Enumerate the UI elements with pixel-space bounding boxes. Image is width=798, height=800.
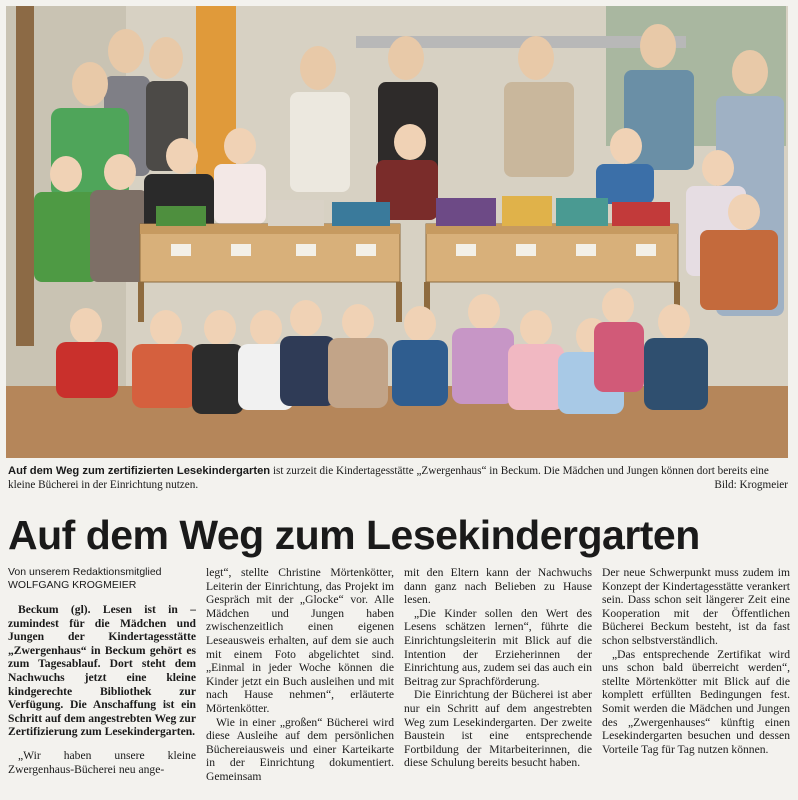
- group-photo: [6, 6, 788, 458]
- paragraph: legt“, stellte Christine Mörtenkötter, Leiterin der Einrichtung, das Projekt im Gespräch mit der „Glocke“ vor. Alle Mädchen und Jungen haben zwischenzeitlich einen eigenen Leseausweis erhalten, auf dem sie auch mit einem Foto abgelichtet sind. „Einmal in jeder Woche können die Kinder jetzt ein Buch ausleihen und mit nach Hause nehmen“, erläuterte Mörtenkötter.: [206, 566, 394, 715]
- caption-lead: Auf dem Weg zum zertifizierten Lesekindergarten: [8, 465, 271, 477]
- paragraph: Wie in einer „großen“ Bücherei wird diese Ausleihe auf dem persönlichen Büchereiausweis und einer Karteikarte in der Einrichtung dokumentiert. Gemeinsam: [206, 715, 394, 783]
- group-photo-image: [6, 6, 788, 458]
- byline-line1: Von unserem Redaktionsmitglied: [8, 566, 162, 578]
- photo-caption: [8, 464, 788, 492]
- column-1: [8, 566, 196, 798]
- paragraph: „Die Kinder sollen den Wert des Lesens schätzen lernen“, führte die Einrichtungsleiterin mit Blick auf die Intention der Erzieherinnen der Einrichtung aus, zudem sei das auch ein Beitrag zur Sprachförderung.: [404, 606, 592, 688]
- paragraph: Der neue Schwerpunkt muss zudem im Konzept der Kindertagesstätte verankert sein. Dass schon seit längerer Zeit eine Kooperation mit der Öffentlichen Bücherei Beckum besteht, ist da fast schon selbstverständlich.: [602, 566, 790, 647]
- column-2: [206, 566, 394, 798]
- paragraph: „Das entsprechende Zertifikat wird uns schon bald überreicht werden“, stellte Mörtenkötter mit Blick auf die komplett erfüllten Bedingungen fest. Somit werden die Mädchen und Jungen des „Zwergenhauses“ künftig einen Lesekindergarten besuchen und dessen Vorteile Tag für Tag nutzen können.: [602, 647, 790, 756]
- byline: [8, 566, 196, 591]
- photo-credit: Bild: Krogmeier: [714, 479, 788, 491]
- article-body: [8, 566, 790, 798]
- paragraph: mit den Eltern kann der Nachwuchs dann ganz nach Belieben zu Hause lesen.: [404, 566, 592, 607]
- caption-text: ist zurzeit die Kindertagesstätte „Zwergenhaus“ in Beckum. Die Mädchen und Jungen können dort bereits eine kleine Bücherei in der Einrichtung nutzen.: [8, 465, 769, 491]
- article-headline: Auf dem Weg zum Lesekindergarten: [8, 512, 700, 558]
- lead-paragraph: Beckum (gl). Lesen ist in – zumindest für die Mädchen und Jungen der Kindertagesstätte „Zwergenhaus“ in Beckum gehört es zum Tagesablauf. Dort steht dem Nachwuchs jetzt eine kleine kindgerechte Bibliothek zur Verfügung. Die Anschaffung ist ein Schritt auf dem angestrebten Weg zur Zertifizierung zum Lesekindergarten.: [8, 603, 196, 739]
- column-4: [602, 566, 790, 798]
- paragraph: Die Einrichtung der Bücherei ist aber nur ein Schritt auf dem angestrebten Weg zum Lesekindergarten. Der zweite Baustein ist eine entsprechende Fortbildung der Mitarbeiterinnen, die diese Schulung bereits besucht haben.: [404, 688, 592, 770]
- paragraph: „Wir haben unsere kleine Zwergenhaus-Bücherei neu ange-: [8, 748, 196, 776]
- byline-author: WOLFGANG KROGMEIER: [8, 578, 137, 591]
- column-3: [404, 566, 592, 798]
